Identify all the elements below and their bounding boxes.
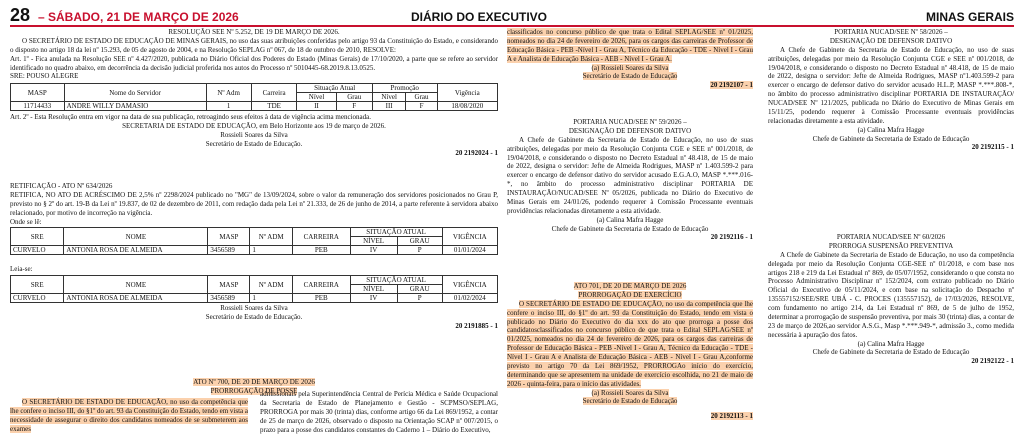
retificacao-sign-name: Rossieli Soares da Silva — [220, 304, 288, 313]
ato700-body-left: O SECRETÁRIO DE ESTADO DE EDUCAÇÃO, no uso da competência que lhe confere o inciso III, do §1º do art. 93 da Constituição do Estado, tendo em vista a necessidade de assegurar o direito dos candidatos nomeados de se submeterem aos exames — [10, 398, 248, 433]
ato701-sign: (a) Rossieli Soares da Silva — [591, 388, 669, 397]
th-vigencia: Vigência — [437, 84, 497, 102]
th-masp: MASP — [11, 84, 65, 102]
ato701-body: O SECRETÁRIO DE ESTADO DE EDUCAÇÃO, no uso da competência que lhe confere o inciso III, do §1º do art. 93 da Constituição do Estado, tendo em vista o publicado no Diário do Executivo do dia xxx do ato que prorroga a posse dos candidatosclassificados no concurso público de que trata o Edital SEPLAG/SEE nº 01/2025, nomeados no dia 24 de fevereiro de 2026, para os cargos das carreiras de Professor de Educação Básica - PEB -Nível I - Grau A, Técnico da Educação - TDE - Nível I - Grau A e Analista de Educação Básica - AEB - Nível I - Grau A,conforme previsto no artigo 70 da Lei 869/1952, PRORROGAo início do exercício, determinando que se apresentem na unidade de exercício escolhida, no 21 de maio de 2026 - quinta-feira, para o início das atividades. — [507, 299, 753, 388]
p60-code: 20 2192122 - 1 — [971, 357, 1014, 366]
table-row — [11, 294, 498, 303]
th-vigencia: VIGÊNCIA — [442, 228, 497, 246]
p60-sign: (a) Calina Mafra Hagge — [857, 339, 925, 348]
p60-body: A Chefe de Gabinete da Secretaria de Estado de Educação, no uso da competência delegada por meio da Resolução Conjunta CGE-SEE nº 01/2018, e com base nos artigos 218 e 219 da Lei Estadual nº 869, de 05/07/1952, considerando o que consta no Processo Administrativo Disciplinar nº 152/2024, com extrato publicado no Diário Oficial do Executivo de 05/11/2024, e com base na solicitação do Despacho nº 135557152/SEE/SRE UBÁ - C. PROCES (135557152), de 17/03/2026, RESOLVE, com fundamento no artigo 214, da Lei Estadual nº 869, de 5 de julho de 1952, determinar a prorrogação de suspensão preventiva, por mais 30 (trinta) dias, a contar de 23 de março de 2026,ao servidor A.S.G., Masp *.***.949-*, admissão 3., como medida necessária à apuração dos fatos. — [768, 250, 1014, 339]
cell-nome: ANTONIA ROSA DE ALMEIDA — [64, 294, 208, 303]
resolution-sre: SRE: POUSO ALEGRE — [10, 72, 79, 81]
ato701-title: ATO 701, DE 20 DE MARÇO DE 2026 — [573, 282, 687, 290]
portaria-60 — [768, 233, 1014, 366]
ato701-code: 20 2192113 - 1 — [710, 412, 753, 421]
ato-701 — [507, 282, 753, 421]
p59-body: A Chefe de Gabinete da Secretaria de Estado de Educação, no uso de suas atribuições, delegadas por meio da Resolução Conjunta CGE e SEE nº 001/2018, de 19/04/2018, e considerando o disposto no Decreto Estadual nº 48.418, de 15 de maio de 2022, designa o servidor: Jefte de Almeida Rodrigues, MASP nº 1.403.599-2 para exercer o encargo de defensor dativo do servidor acusado E.G.A.O, MASP *.***.016-*, no âmbito do processo administrativo disciplinar PORTARIA DE INSTAURAÇÃO/NUCAD/SEE Nº 05/2026, publicada no Diário do Executivo de Minas Gerais em 24/01/26, podendo requerer à Comissão Processante eventuais providências relacionadas diretamente a esta atividade. — [507, 135, 753, 215]
cell-masp: 11714433 — [11, 102, 65, 111]
resolution-body: O SECRETÁRIO DE ESTADO DE EDUCAÇÃO DE MINAS GERAIS, no uso das suas atribuições conferidas pelo artigo 93 da Constituição do Estado, e considerando o disposto no artigo 18 da lei nº 15.293, de 05 de agosto de 2004, e na Resolução SEPLAG nº 067, de 18 de outubro de 2010, RESOLVE: — [10, 36, 498, 54]
cell-nivel: IV — [350, 294, 397, 303]
page-number: 28 — [10, 5, 31, 25]
p60-title: PORTARIA NUCAD/SEE Nº 60/2026 — [836, 233, 946, 241]
p59-role: Chefe de Gabinete da Secretaria de Estado de Educação — [551, 224, 709, 233]
top-sign: (a) Rossieli Soares da Silva — [591, 63, 669, 72]
p58-role: Chefe de Gabinete da Secretaria de Estado de Educação — [812, 134, 970, 143]
th-nome: NOME — [64, 276, 208, 294]
table-row — [11, 246, 498, 255]
portaria-58 — [768, 28, 1014, 152]
th-adm: Nº ADM — [250, 276, 293, 294]
p58-code: 20 2192115 - 1 — [971, 143, 1014, 152]
cell-sre: CURVELO — [11, 246, 64, 255]
table-row — [11, 102, 498, 111]
cell-nome: ANTONIA ROSA DE ALMEIDA — [64, 246, 208, 255]
th-carreira: CARREIRA — [293, 228, 351, 246]
th-adm: Nº ADM — [250, 228, 293, 246]
top-role: Secretário de Estado de Educação — [582, 72, 678, 81]
th-sre: SRE — [11, 228, 64, 246]
state-name: MINAS GERAIS — [925, 10, 1014, 24]
cell-nivel2: III — [372, 102, 406, 111]
top-code: 20 2192107 - 1 — [710, 81, 753, 90]
resolution-sign-role: Secretário de Estado de Educação. — [205, 139, 303, 148]
header-rule — [10, 25, 1014, 27]
servant-table — [10, 83, 498, 111]
ato701-role: Secretário de Estado de Educação — [582, 397, 678, 406]
th-nivel2: Nível — [372, 93, 406, 102]
cell-vigencia: 01/02/2024 — [442, 294, 497, 303]
cell-carreira: TDE — [251, 102, 297, 111]
retificacao-title: RETIFICAÇÃO - ATO Nº 634/2026 — [10, 182, 113, 190]
ato700-title: ATO Nº 700, DE 20 DE MARÇO DE 2026 — [193, 378, 315, 386]
p60-role: Chefe de Gabinete da Secretaria de Estado de Educação — [812, 348, 970, 357]
cell-carreira: PEB — [293, 294, 351, 303]
th-situacao: SITUAÇÃO ATUAL — [350, 276, 442, 285]
page-header — [10, 5, 1014, 27]
resolution-art2: Art. 2º - Esta Resolução entra em vigor na data de sua publicação, retroagindo seus efeitos à data de vigência acima mencionada. — [10, 113, 371, 122]
retificacao-leia: Leia-se: — [10, 265, 33, 274]
resolution-place: SECRETARIA DE ESTADO DE EDUCAÇÃO, em Belo Horizonte aos 19 de março de 2026. — [122, 122, 386, 131]
ato-700 — [10, 378, 498, 434]
p58-sign: (a) Calina Mafra Hagge — [857, 125, 925, 134]
th-carreira: CARREIRA — [293, 276, 351, 294]
cell-grau: P — [397, 246, 442, 255]
column-middle — [507, 28, 753, 442]
th-nivel: NÍVEL — [350, 237, 397, 246]
column-left — [10, 28, 498, 442]
p60-sub: PRORROGA SUSPENSÃO PREVENTIVA — [828, 241, 954, 250]
th-nivel: NÍVEL — [350, 285, 397, 294]
retificacao-sign-role: Secretário de Estado de Educação. — [205, 313, 303, 322]
cell-grau: F — [336, 102, 372, 111]
cell-adm: 1 — [250, 294, 293, 303]
cell-masp: 3456589 — [208, 246, 250, 255]
th-adm: Nº Adm — [206, 84, 251, 102]
cell-masp: 3456589 — [208, 294, 250, 303]
cell-adm: 1 — [250, 246, 293, 255]
retificacao-634 — [10, 182, 498, 331]
cell-vigencia: 01/01/2024 — [442, 246, 497, 255]
cell-nivel: IV — [350, 246, 397, 255]
th-grau: GRAU — [397, 285, 442, 294]
p59-title: PORTARIA NUCAD/SEE Nº 59/2026 – — [573, 118, 687, 126]
p59-sub: DESIGNAÇÃO DE DEFENSOR DATIVO — [568, 126, 692, 135]
resolution-sign-name: Rossieli Soares da Silva — [220, 131, 288, 139]
th-sre: SRE — [11, 276, 64, 294]
retificacao-body: RETIFICA, NO ATO DE ACRÉSCIMO DE 2,5% nº 2298/2024 publicado no "MG" de 13/09/2024, sobre o valor da remuneração dos servidores posicionados no Grau P, previsto no § 2º do art. 19-B da Lei nº 19.837, de 02 de dezembro de 2011, com redação dada pela Lei nº 21.333, de 26 de junho de 2014, a parte referente à servidora abaixo relacionado, por motivo de incorreção na vigência. — [10, 190, 498, 217]
p58-body: A Chefe de Gabinete da Secretaria de Estado de Educação, no uso de suas atribuições, delegadas por meio da Resolução Conjunta CGE e SEE nº 001/2018, de 19/04/2018, e considerando o disposto no Decreto Estadual nº 48.418, de 15 de maio de 2022, designa o servidor: Jefte de Almeida Rodrigues, MASP nº1.403.599-2 para exercer o encargo de defensor dativo do servidor acusado H.L.P, MASP *.***.808-*, no âmbito do processo administrativo disciplinar PORTARIA DE INSTAURAÇÃO/ NUCAD/SEE Nº 121/2025, publicada no Diário do Executivo de Minas Gerais em 15/11/25, podendo requerer à Comissão Processante eventuais providências relacionadas diretamente a esta atividade. — [768, 45, 1014, 125]
retificacao-onde: Onde se lê: — [10, 217, 42, 226]
p59-sign: (a) Calina Mafra Hagge — [596, 215, 664, 224]
th-vigencia: VIGÊNCIA — [442, 276, 497, 294]
p58-title: PORTARIA NUCAD/SEE Nº 58/2026 – — [834, 28, 948, 36]
publication-title: DIÁRIO DO EXECUTIVO — [411, 10, 548, 24]
top-body: classificados no concurso público de que trata o Edital SEPLAG/SEE nº 01/2025, nomeados no dia 24 de fevereiro de 2026, para os cargos das carreiras de Professor de Educação Básica - PEB -Nível I - Grau A, Técnico da Educação - TDE - Nível I - Grau A e Analista de Educação Básica - AEB - Nível I - Grau A. — [507, 28, 753, 63]
cell-carreira: PEB — [293, 246, 351, 255]
th-masp: MASP — [208, 276, 250, 294]
th-promocao: Promoção — [372, 84, 437, 93]
th-carreira: Carreira — [251, 84, 297, 102]
ato-700-cont — [507, 28, 753, 90]
leia-table — [10, 275, 498, 303]
th-grau: GRAU — [397, 237, 442, 246]
portaria-59 — [507, 118, 753, 242]
th-nome: NOME — [64, 228, 208, 246]
th-masp: MASP — [208, 228, 250, 246]
resolution-5252 — [10, 28, 498, 158]
resolution-code: 20 2192024 - 1 — [455, 148, 498, 157]
p58-sub: DESIGNAÇÃO DE DEFENSOR DATIVO — [829, 36, 953, 45]
resolution-title: RESOLUÇÃO SEE Nº 5.252, DE 19 DE MARÇO DE 2026. — [168, 28, 340, 36]
cell-sre: CURVELO — [11, 294, 64, 303]
ato700-body-right: admissionais pela Superintendência Central de Perícia Médica e Saúde Ocupacional da Secretaria de Estado de Planejamento e Gestão - SCPMSO/SEPLAG, PRORROGA por mais 30 (trinta) dias, conforme artigo 66 da Lei 869/1952, a contar de 25 de março de 2026, observado o disposto na Orientação SCAP nº 007/2015, o prazo para a posse dos candidatos constantes do Caderno 1 – Diário do Executivo, — [260, 390, 498, 434]
th-nome: Nome do Servidor — [64, 84, 206, 102]
th-grau: Grau — [336, 93, 372, 102]
th-situacao: Situação Atual — [297, 84, 372, 93]
cell-grau2: F — [406, 102, 437, 111]
th-grau2: Grau — [406, 93, 437, 102]
cell-nivel: II — [297, 102, 336, 111]
issue-date: – SÁBADO, 21 DE MARÇO DE 2026 — [38, 10, 239, 24]
ato701-sub: PRORROGAÇÃO DE EXERCÍCIO — [578, 290, 682, 299]
cell-nome: ANDRE WILLY DAMASIO — [64, 102, 206, 111]
column-right — [768, 28, 1014, 442]
cell-vigencia: 18/08/2020 — [437, 102, 497, 111]
resolution-art1: Art. 1º - Fica anulada na Resolução SEE nº 4.427/2020, publicada no Diário Oficial dos Poderes do Estado (Minas Gerais) de 17/10/2020, a parte que se refere ao servidor identificado no quadro abaixo, em decorrência da decisão judicial proferida nos autos do Processo nº 5010445-68.2019.8.13.0525. — [10, 54, 498, 72]
onde-table — [10, 227, 498, 255]
cell-grau: P — [397, 294, 442, 303]
cell-adm: 1 — [206, 102, 251, 111]
ato700-sub: PRORROGAÇÃO DE POSSE — [210, 386, 298, 395]
retificacao-code: 20 2191885 - 1 — [455, 322, 498, 330]
p59-code: 20 2192116 - 1 — [710, 233, 753, 242]
th-situacao: SITUAÇÃO ATUAL — [350, 228, 442, 237]
th-nivel: Nível — [297, 93, 336, 102]
